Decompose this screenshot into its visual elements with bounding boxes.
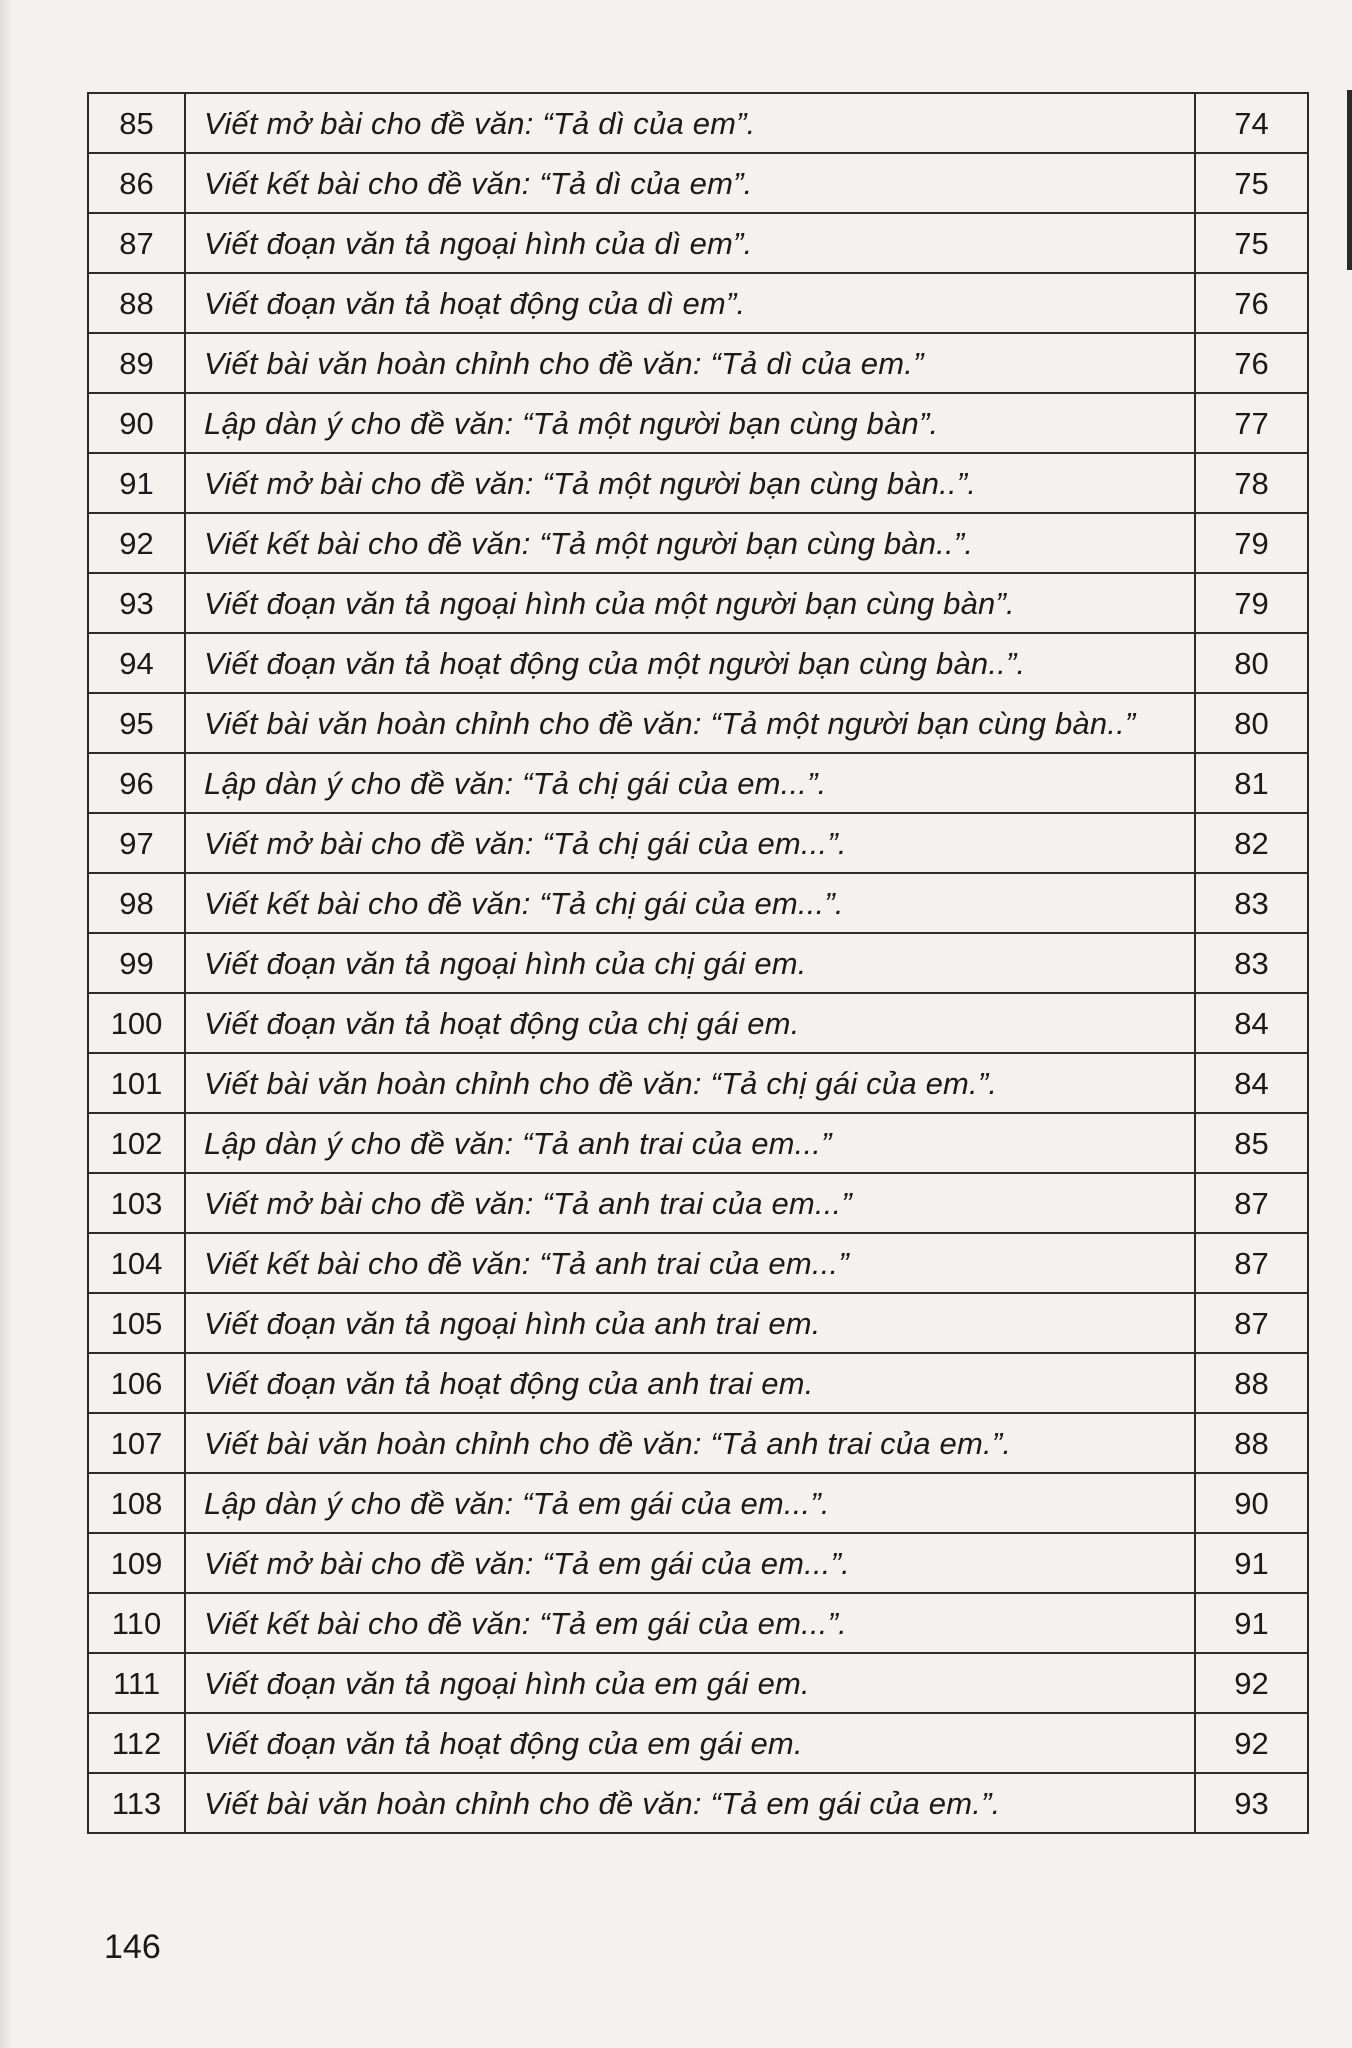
entry-number: 108: [88, 1473, 185, 1533]
entry-page: 87: [1195, 1173, 1308, 1233]
entry-number: 95: [88, 693, 185, 753]
entry-number: 89: [88, 333, 185, 393]
entry-page: 85: [1195, 1113, 1308, 1173]
entry-number: 107: [88, 1413, 185, 1473]
entry-page: 84: [1195, 993, 1308, 1053]
entry-title: Viết đoạn văn tả hoạt động của em gái em.: [185, 1713, 1195, 1773]
entry-title: Lập dàn ý cho đề văn: “Tả anh trai của em...”: [185, 1113, 1195, 1173]
entry-number: 106: [88, 1353, 185, 1413]
entry-page: 88: [1195, 1353, 1308, 1413]
table-row: [88, 333, 1308, 393]
table-row: [88, 1653, 1308, 1713]
entry-title: Lập dàn ý cho đề văn: “Tả một người bạn cùng bàn”.: [185, 393, 1195, 453]
table-row: [88, 1293, 1308, 1353]
entry-title: Viết đoạn văn tả hoạt động của chị gái em.: [185, 993, 1195, 1053]
entry-number: 112: [88, 1713, 185, 1773]
entry-page: 76: [1195, 333, 1308, 393]
entry-page: 87: [1195, 1233, 1308, 1293]
entry-page: 81: [1195, 753, 1308, 813]
entry-page: 75: [1195, 213, 1308, 273]
entry-number: 88: [88, 273, 185, 333]
entry-page: 76: [1195, 273, 1308, 333]
entry-title: Viết bài văn hoàn chỉnh cho đề văn: “Tả dì của em.”: [185, 333, 1195, 393]
table-row: [88, 93, 1308, 153]
entry-page: 88: [1195, 1413, 1308, 1473]
entry-page: 80: [1195, 633, 1308, 693]
entry-number: 110: [88, 1593, 185, 1653]
entry-title: Viết đoạn văn tả ngoại hình của anh trai em.: [185, 1293, 1195, 1353]
table-row: [88, 393, 1308, 453]
entry-title: Viết đoạn văn tả ngoại hình của dì em”.: [185, 213, 1195, 273]
entry-title: Viết bài văn hoàn chỉnh cho đề văn: “Tả em gái của em.”.: [185, 1773, 1195, 1833]
entry-number: 111: [88, 1653, 185, 1713]
entry-number: 91: [88, 453, 185, 513]
table-row: [88, 753, 1308, 813]
entry-page: 90: [1195, 1473, 1308, 1533]
entry-page: 92: [1195, 1713, 1308, 1773]
table-row: [88, 1053, 1308, 1113]
entry-page: 78: [1195, 453, 1308, 513]
entry-page: 75: [1195, 153, 1308, 213]
entry-title: Viết đoạn văn tả ngoại hình của chị gái em.: [185, 933, 1195, 993]
table-row: [88, 1353, 1308, 1413]
table-row: [88, 1413, 1308, 1473]
entry-number: 97: [88, 813, 185, 873]
entry-number: 87: [88, 213, 185, 273]
entry-title: Viết kết bài cho đề văn: “Tả một người bạn cùng bàn..”.: [185, 513, 1195, 573]
table-row: [88, 1713, 1308, 1773]
entry-number: 109: [88, 1533, 185, 1593]
entry-page: 83: [1195, 933, 1308, 993]
entry-page: 91: [1195, 1533, 1308, 1593]
entry-page: 87: [1195, 1293, 1308, 1353]
entry-page: 79: [1195, 573, 1308, 633]
toc-body: [88, 93, 1308, 1833]
entry-title: Viết đoạn văn tả hoạt động của anh trai em.: [185, 1353, 1195, 1413]
entry-page: 84: [1195, 1053, 1308, 1113]
table-row: [88, 1473, 1308, 1533]
table-row: [88, 873, 1308, 933]
table-row: [88, 453, 1308, 513]
entry-title: Viết đoạn văn tả ngoại hình của em gái em.: [185, 1653, 1195, 1713]
entry-title: Viết kết bài cho đề văn: “Tả anh trai của em...”: [185, 1233, 1195, 1293]
table-row: [88, 1233, 1308, 1293]
table-row: [88, 693, 1308, 753]
entry-number: 85: [88, 93, 185, 153]
entry-number: 105: [88, 1293, 185, 1353]
table-row: [88, 1773, 1308, 1833]
entry-title: Viết mở bài cho đề văn: “Tả anh trai của em...”: [185, 1173, 1195, 1233]
entry-page: 91: [1195, 1593, 1308, 1653]
table-row: [88, 993, 1308, 1053]
entry-number: 113: [88, 1773, 185, 1833]
entry-title: Viết kết bài cho đề văn: “Tả em gái của em...”.: [185, 1593, 1195, 1653]
entry-number: 92: [88, 513, 185, 573]
entry-number: 93: [88, 573, 185, 633]
entry-number: 104: [88, 1233, 185, 1293]
table-row: [88, 1173, 1308, 1233]
entry-number: 103: [88, 1173, 185, 1233]
entry-page: 80: [1195, 693, 1308, 753]
table-of-contents: [87, 92, 1309, 1834]
entry-title: Viết đoạn văn tả hoạt động của một người bạn cùng bàn..”.: [185, 633, 1195, 693]
entry-number: 99: [88, 933, 185, 993]
entry-title: Viết mở bài cho đề văn: “Tả chị gái của em...”.: [185, 813, 1195, 873]
entry-title: Lập dàn ý cho đề văn: “Tả chị gái của em...”.: [185, 753, 1195, 813]
table-row: [88, 513, 1308, 573]
page-number: 146: [104, 1928, 161, 1966]
entry-page: 92: [1195, 1653, 1308, 1713]
entry-title: Viết kết bài cho đề văn: “Tả chị gái của em...”.: [185, 873, 1195, 933]
entry-number: 101: [88, 1053, 185, 1113]
entry-page: 83: [1195, 873, 1308, 933]
page-left-edge: [0, 0, 12, 2048]
entry-page: 79: [1195, 513, 1308, 573]
entry-title: Viết đoạn văn tả hoạt động của dì em”.: [185, 273, 1195, 333]
entry-number: 90: [88, 393, 185, 453]
table-row: [88, 813, 1308, 873]
entry-title: Lập dàn ý cho đề văn: “Tả em gái của em...”.: [185, 1473, 1195, 1533]
entry-number: 98: [88, 873, 185, 933]
entry-number: 94: [88, 633, 185, 693]
entry-page: 82: [1195, 813, 1308, 873]
table-row: [88, 633, 1308, 693]
table-row: [88, 1533, 1308, 1593]
entry-number: 100: [88, 993, 185, 1053]
table-row: [88, 153, 1308, 213]
entry-title: Viết bài văn hoàn chỉnh cho đề văn: “Tả một người bạn cùng bàn..”: [185, 693, 1195, 753]
table-row: [88, 273, 1308, 333]
table-row: [88, 933, 1308, 993]
entry-title: Viết bài văn hoàn chỉnh cho đề văn: “Tả chị gái của em.”.: [185, 1053, 1195, 1113]
entry-page: 93: [1195, 1773, 1308, 1833]
table-row: [88, 573, 1308, 633]
entry-page: 77: [1195, 393, 1308, 453]
entry-number: 102: [88, 1113, 185, 1173]
entry-title: Viết kết bài cho đề văn: “Tả dì của em”.: [185, 153, 1195, 213]
entry-number: 96: [88, 753, 185, 813]
entry-title: Viết đoạn văn tả ngoại hình của một người bạn cùng bàn”.: [185, 573, 1195, 633]
table-row: [88, 213, 1308, 273]
entry-title: Viết bài văn hoàn chỉnh cho đề văn: “Tả anh trai của em.”.: [185, 1413, 1195, 1473]
page-right-edge: [1347, 90, 1352, 270]
table-row: [88, 1113, 1308, 1173]
entry-title: Viết mở bài cho đề văn: “Tả dì của em”.: [185, 93, 1195, 153]
entry-title: Viết mở bài cho đề văn: “Tả một người bạn cùng bàn..”.: [185, 453, 1195, 513]
table-row: [88, 1593, 1308, 1653]
entry-number: 86: [88, 153, 185, 213]
entry-title: Viết mở bài cho đề văn: “Tả em gái của em...”.: [185, 1533, 1195, 1593]
entry-page: 74: [1195, 93, 1308, 153]
